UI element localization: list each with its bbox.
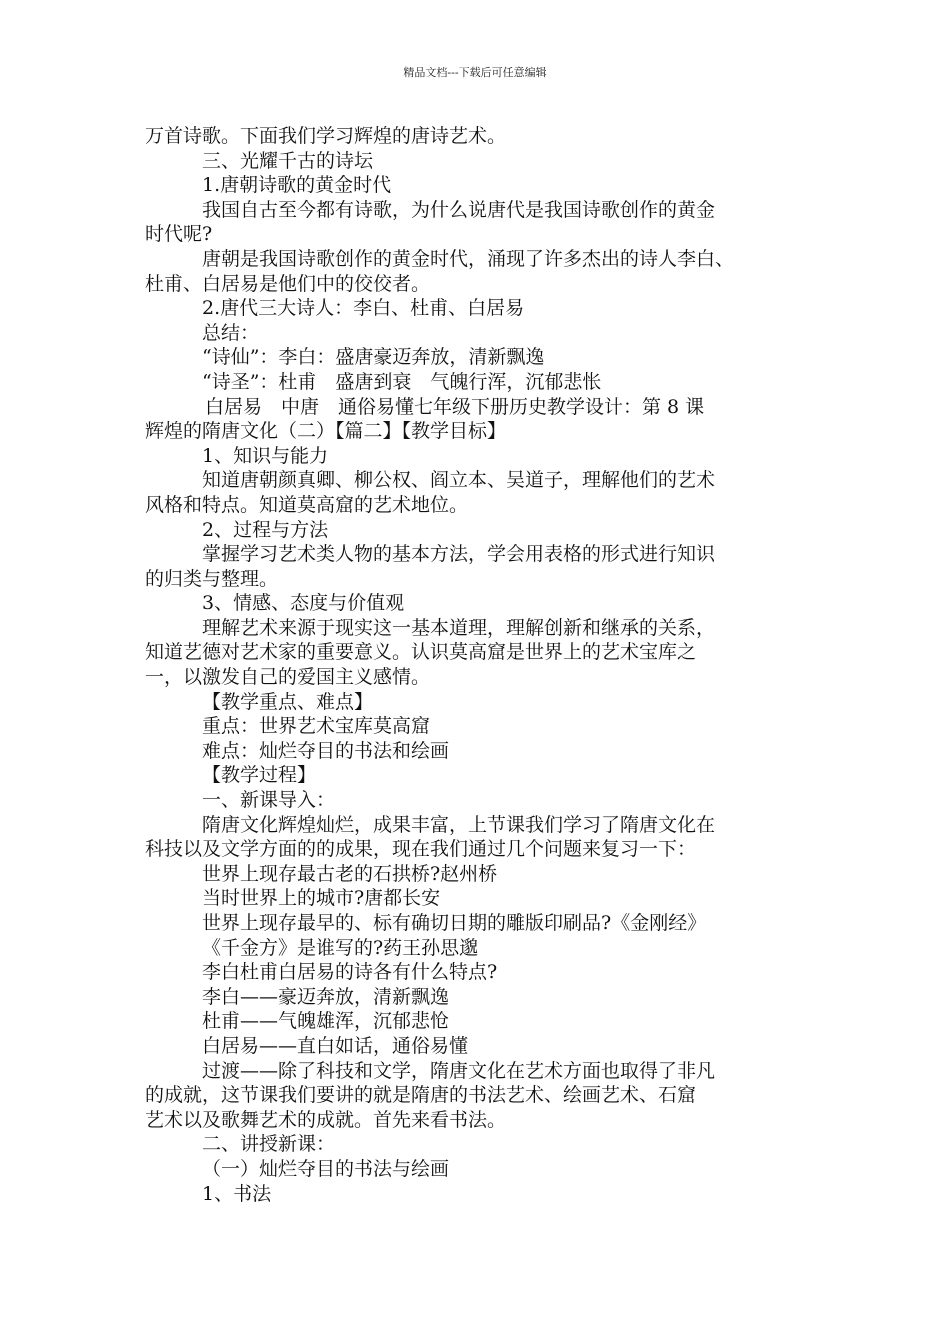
text-line: 我国自古至今都有诗歌，为什么说唐代是我国诗歌创作的黄金 [202,198,716,221]
text-line: 过渡——除了科技和文学，隋唐文化在艺术方面也取得了非凡 [202,1059,716,1082]
text-line: 2.唐代三大诗人：李白、杜甫、白居易 [202,297,525,320]
text-line: 2、过程与方法 [202,518,329,541]
text-line: 科技以及文学方面的的成果，现在我们通过几个问题来复习一下： [145,838,697,861]
text-line: 掌握学习艺术类人物的基本方法，学会用表格的形式进行知识 [202,543,716,566]
text-line: 世界上现存最早的、标有确切日期的雕版印刷品?《金刚经》 [202,912,707,934]
text-line: 重点：世界艺术宝库莫高窟 [202,715,431,738]
text-line: 总结： [202,321,260,344]
text-line: 隋唐文化辉煌灿烂，成果丰富，上节课我们学习了隋唐文化在 [202,813,716,836]
text-line: 李白——豪迈奔放，清新飘逸 [202,985,450,1008]
text-line: 3、情感、态度与价值观 [202,592,405,615]
text-line: 的归类与整理。 [145,567,279,590]
text-line: 知道唐朝颜真卿、柳公权、阎立本、吴道子，理解他们的艺术 [202,469,716,492]
text-line: 《千金方》是谁写的?药王孙思邈 [202,936,479,959]
text-line: 二、讲授新课： [202,1133,336,1156]
text-line: 三、光耀千古的诗坛 [202,149,374,172]
text-line: 1、书法 [202,1182,272,1205]
text-line: 辉煌的隋唐文化（二）【篇二】【教学目标】 [145,420,507,443]
text-line: （一）灿烂夺目的书法与绘画 [202,1157,450,1180]
text-line: 1.唐朝诗歌的黄金时代 [202,174,392,197]
text-line: “诗仙”：李白：盛唐豪迈奔放，清新飘逸 [202,346,545,369]
text-line: 1、知识与能力 [202,444,329,467]
text-line: 唐朝是我国诗歌创作的黄金时代，涌现了许多杰出的诗人李白、 [202,247,735,270]
text-line: 艺术以及歌舞艺术的成就。首先来看书法。 [145,1108,507,1131]
text-line: 世界上现存最古老的石拱桥?赵州桥 [202,862,498,885]
text-line: 万首诗歌。下面我们学习辉煌的唐诗艺术。 [145,125,507,147]
document-body [145,124,825,1206]
text-line: 的成就，这节课我们要讲的就是隋唐的书法艺术、绘画艺术、石窟 [145,1084,697,1107]
text-line: 李白杜甫白居易的诗各有什么特点? [202,961,498,984]
text-line: 白居易 中唐 通俗易懂七年级下册历史教学设计：第 8 课 [205,395,705,418]
text-line: 【教学过程】 [202,764,317,787]
text-line: 杜甫——气魄雄浑，沉郁悲怆 [202,1010,450,1033]
text-line: 一，以激发自己的爱国主义感情。 [145,666,431,689]
text-line: 知道艺德对艺术家的重要意义。认识莫高窟是世界上的艺术宝库之 [145,641,697,664]
text-line: “诗圣”：杜甫 盛唐到衰 气魄行浑，沉郁悲怅 [202,370,602,393]
text-line: 【教学重点、难点】 [202,690,374,713]
text-line: 杜甫、白居易是他们中的佼佼者。 [145,272,431,295]
text-line: 时代呢? [145,223,213,246]
text-line: 白居易——直白如话，通俗易懂 [202,1034,469,1057]
text-line: 难点：灿烂夺目的书法和绘画 [202,739,450,762]
text-line: 当时世界上的城市?唐都长安 [202,887,441,910]
page-header: 精品文档---下载后可任意编辑 [403,66,547,79]
text-line: 风格和特点。知道莫高窟的艺术地位。 [145,493,469,516]
text-line: 一、新课导入： [202,789,336,812]
text-line: 理解艺术来源于现实这一基本道理，理解创新和继承的关系， [202,616,716,639]
